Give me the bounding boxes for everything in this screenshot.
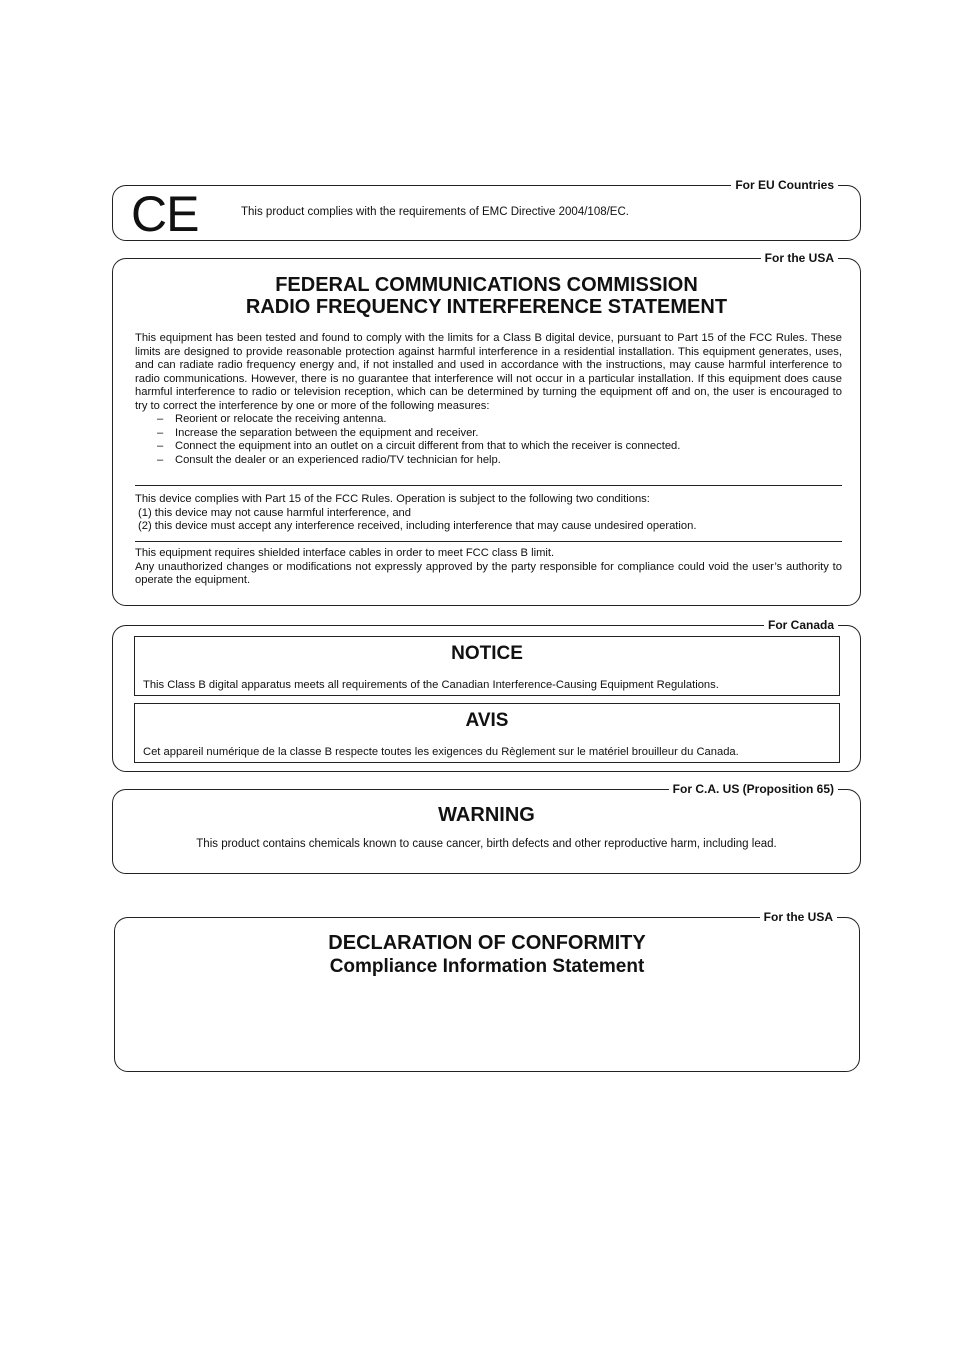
declaration-subtitle: Compliance Information Statement	[329, 956, 645, 977]
list-item: – Increase the separation between the equipment and receiver.	[157, 427, 842, 441]
warning-title: WARNING	[438, 804, 535, 826]
notice-title: NOTICE	[451, 643, 523, 664]
warning-text: This product contains chemicals known to cause cancer, birth defects and other reproductive harm, including lead.	[196, 838, 777, 850]
avis-title: AVIS	[465, 710, 509, 731]
notice-text: This Class B digital apparatus meets all requirements of the Canadian Interference-Causing Equipment Regulations.	[143, 679, 719, 691]
canada-notice-box	[112, 618, 861, 772]
list-item: – Consult the dealer or an experienced radio/TV technician for help.	[157, 454, 842, 468]
fcc-condition-1: (1) this device may not cause harmful interference, and	[138, 506, 411, 519]
fcc-title	[113, 274, 860, 318]
avis-text: Cet appareil numérique de la classe B respecte toutes les exigences du Règlement sur le matériel brouilleur du Canada.	[143, 746, 739, 758]
declaration-title: DECLARATION OF CONFORMITY	[328, 932, 646, 954]
fcc-paragraph-3	[135, 547, 842, 588]
prop65-warning-box	[112, 782, 861, 874]
declaration-box	[114, 910, 860, 1072]
fcc-paragraph-1-text: This equipment has been tested and found to comply with the limits for a Class B digital device, pursuant to Part 15 of the FCC Rules. These limits are designed to provide reasonable protection against harmful interference in a residential installation. This equipment generates, uses, and can radiate radio frequency energy and, if not installed and used in accordance with the instructions, may cause harmful interference to radio communications. However, there is no guarantee that interference will not occur in a particular installation. If this equipment does cause harmful interference to radio or television reception, which can be determined by turning the equipment off and on, the user is encouraged to try to correct the interference by one or more of the following measures:	[135, 332, 842, 412]
fcc-paragraph-2-intro: This device complies with Part 15 of the FCC Rules. Operation is subject to the following two conditions:	[135, 493, 650, 505]
fcc-region-label: For the USA	[761, 249, 838, 267]
divider	[135, 541, 842, 542]
doc-region-label: For the USA	[760, 908, 837, 926]
fcc-title-line2: RADIO FREQUENCY INTERFERENCE STATEMENT	[245, 296, 728, 318]
canada-region-label: For Canada	[764, 616, 838, 634]
list-item: – Reorient or relocate the receiving antenna.	[157, 413, 842, 427]
notice-panel	[134, 636, 840, 696]
fcc-statement-box	[112, 251, 861, 606]
fcc-condition-2: (2) this device must accept any interference received, including interference that may cause undesired operation.	[138, 520, 697, 532]
fcc-paragraph-3-line2: Any unauthorized changes or modifications not expressly approved by the party responsible for compliance could void the user’s authority to operate the equipment.	[135, 560, 842, 586]
list-item: – Connect the equipment into an outlet on a circuit different from that to which the receiver is connected.	[157, 440, 842, 454]
eu-compliance-box	[112, 178, 861, 242]
fcc-measures-list	[135, 413, 842, 467]
fcc-paragraph-3-line1: This equipment requires shielded interface cables in order to meet FCC class B limit.	[135, 547, 555, 559]
ce-mark-logo: CE	[131, 186, 199, 242]
eu-compliance-text: This product complies with the requirements of EMC Directive 2004/108/EC.	[241, 206, 629, 218]
fcc-paragraph-2	[135, 493, 842, 534]
fcc-title-line1: FEDERAL COMMUNICATIONS COMMISSION	[275, 274, 698, 296]
divider	[135, 485, 842, 486]
avis-panel	[134, 703, 840, 763]
eu-region-label: For EU Countries	[731, 176, 838, 194]
fcc-paragraph-1	[135, 332, 842, 467]
prop65-region-label: For C.A. US (Proposition 65)	[669, 780, 838, 798]
